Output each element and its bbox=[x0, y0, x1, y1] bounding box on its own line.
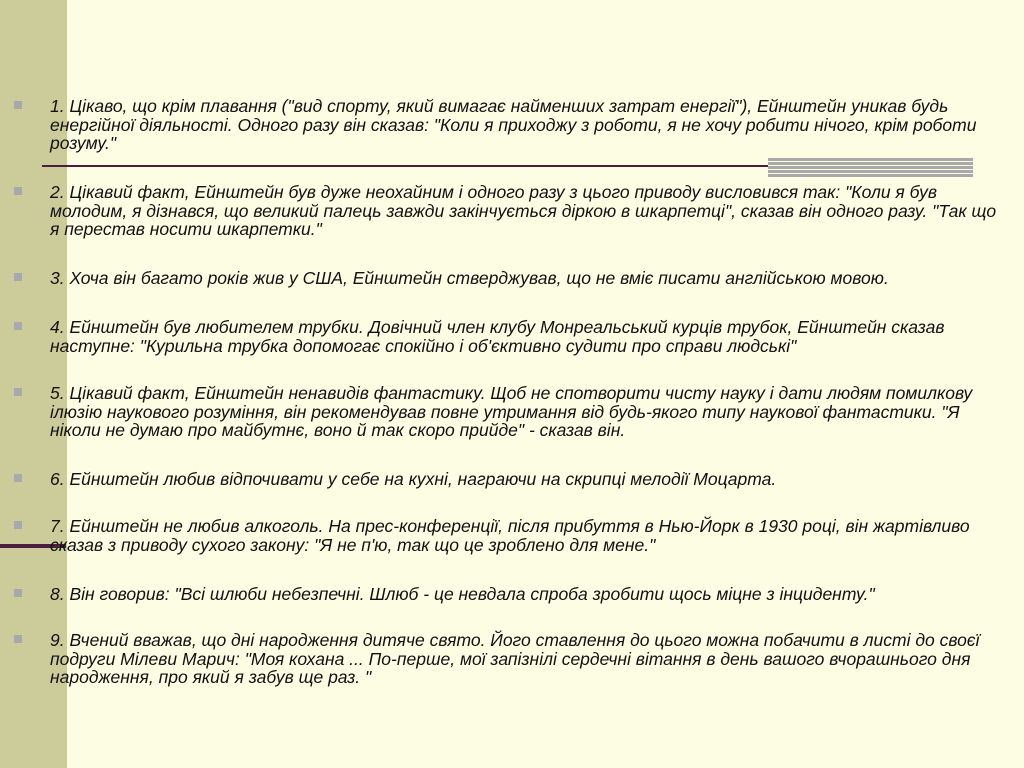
fact-item: 8. Він говорив: "Всі шлюби небезпечні. Шлюб - це невдала спроба зробити щось міцне з інциденту." bbox=[50, 584, 875, 604]
bullet-square-icon bbox=[14, 273, 22, 281]
bullet-square-icon bbox=[14, 388, 22, 396]
bullet-square-icon bbox=[14, 322, 22, 330]
fact-item: 4. Ейнштейн був любителем трубки. Довічний член клубу Монреальський курців трубок, Ейнштейн сказав наступне: "Курильна трубка допомогає спокійно і об'єктивно судити про справи людські" bbox=[50, 317, 945, 356]
fact-item: 7. Ейнштейн не любив алкоголь. На прес-конференції, після прибуття в Нью-Йорк в 1930 році, він жартівливо сказав з приводу сухого закону: "Я не п'ю, так що це зроблено для мене." bbox=[50, 516, 970, 555]
bullet-square-icon bbox=[14, 589, 22, 597]
bullet-square-icon bbox=[14, 635, 22, 643]
fact-item: 2. Цікавий факт, Ейнштейн був дуже неохайним і одного разу з цього приводу висловився так: "Коли я був молодим, я дізнався, що великий палець завжди закінчується діркою в шкарпетці", сказав він одного разу. "Так що я перестав носити шкарпетки." bbox=[50, 182, 997, 239]
fact-item: 9. Вчений вважав, що дні народження дитяче свято. Його ставлення до цього можна побачити в листі до своєї подруги Мілеви Марич: "Моя кохана ... По-перше, мої запізнілі сердечні вітання в день вашого вчорашнього дня народження, про який я забув ще раз. " bbox=[50, 630, 980, 687]
bullet-square-icon bbox=[14, 521, 22, 529]
bullet-square-icon bbox=[14, 187, 22, 195]
fact-item: 6. Ейнштейн любив відпочивати у себе на кухні, награючи на скрипці мелодії Моцарта. bbox=[50, 469, 777, 489]
fact-item: 5. Цікавий факт, Ейнштейн ненавидів фантастику. Щоб не спотворити чисту науку і дати людям помилкову ілюзію наукового розуміння, він рекомендував повне утримання від будь-якого типу наукової фантастики. "Я ніколи не думаю про майбутнє, воно й так скоро прийде" - сказав він. bbox=[50, 383, 973, 440]
fact-item: 1. Цікаво, що крім плавання ("вид спорту, який вимагає найменших затрат енергії"), Ейнштейн уникав будь енергійної діяльності. Одного разу він сказав: "Коли я приходжу з роботи, я не хочу робити нічого, крім роботи розуму." bbox=[50, 96, 977, 153]
fact-item: 3. Хоча він багато років жив у США, Ейнштейн стверджував, що не вміє писати англійською мовою. bbox=[50, 268, 889, 288]
bullet-square-icon bbox=[14, 474, 22, 482]
bullet-square-icon bbox=[14, 101, 22, 109]
